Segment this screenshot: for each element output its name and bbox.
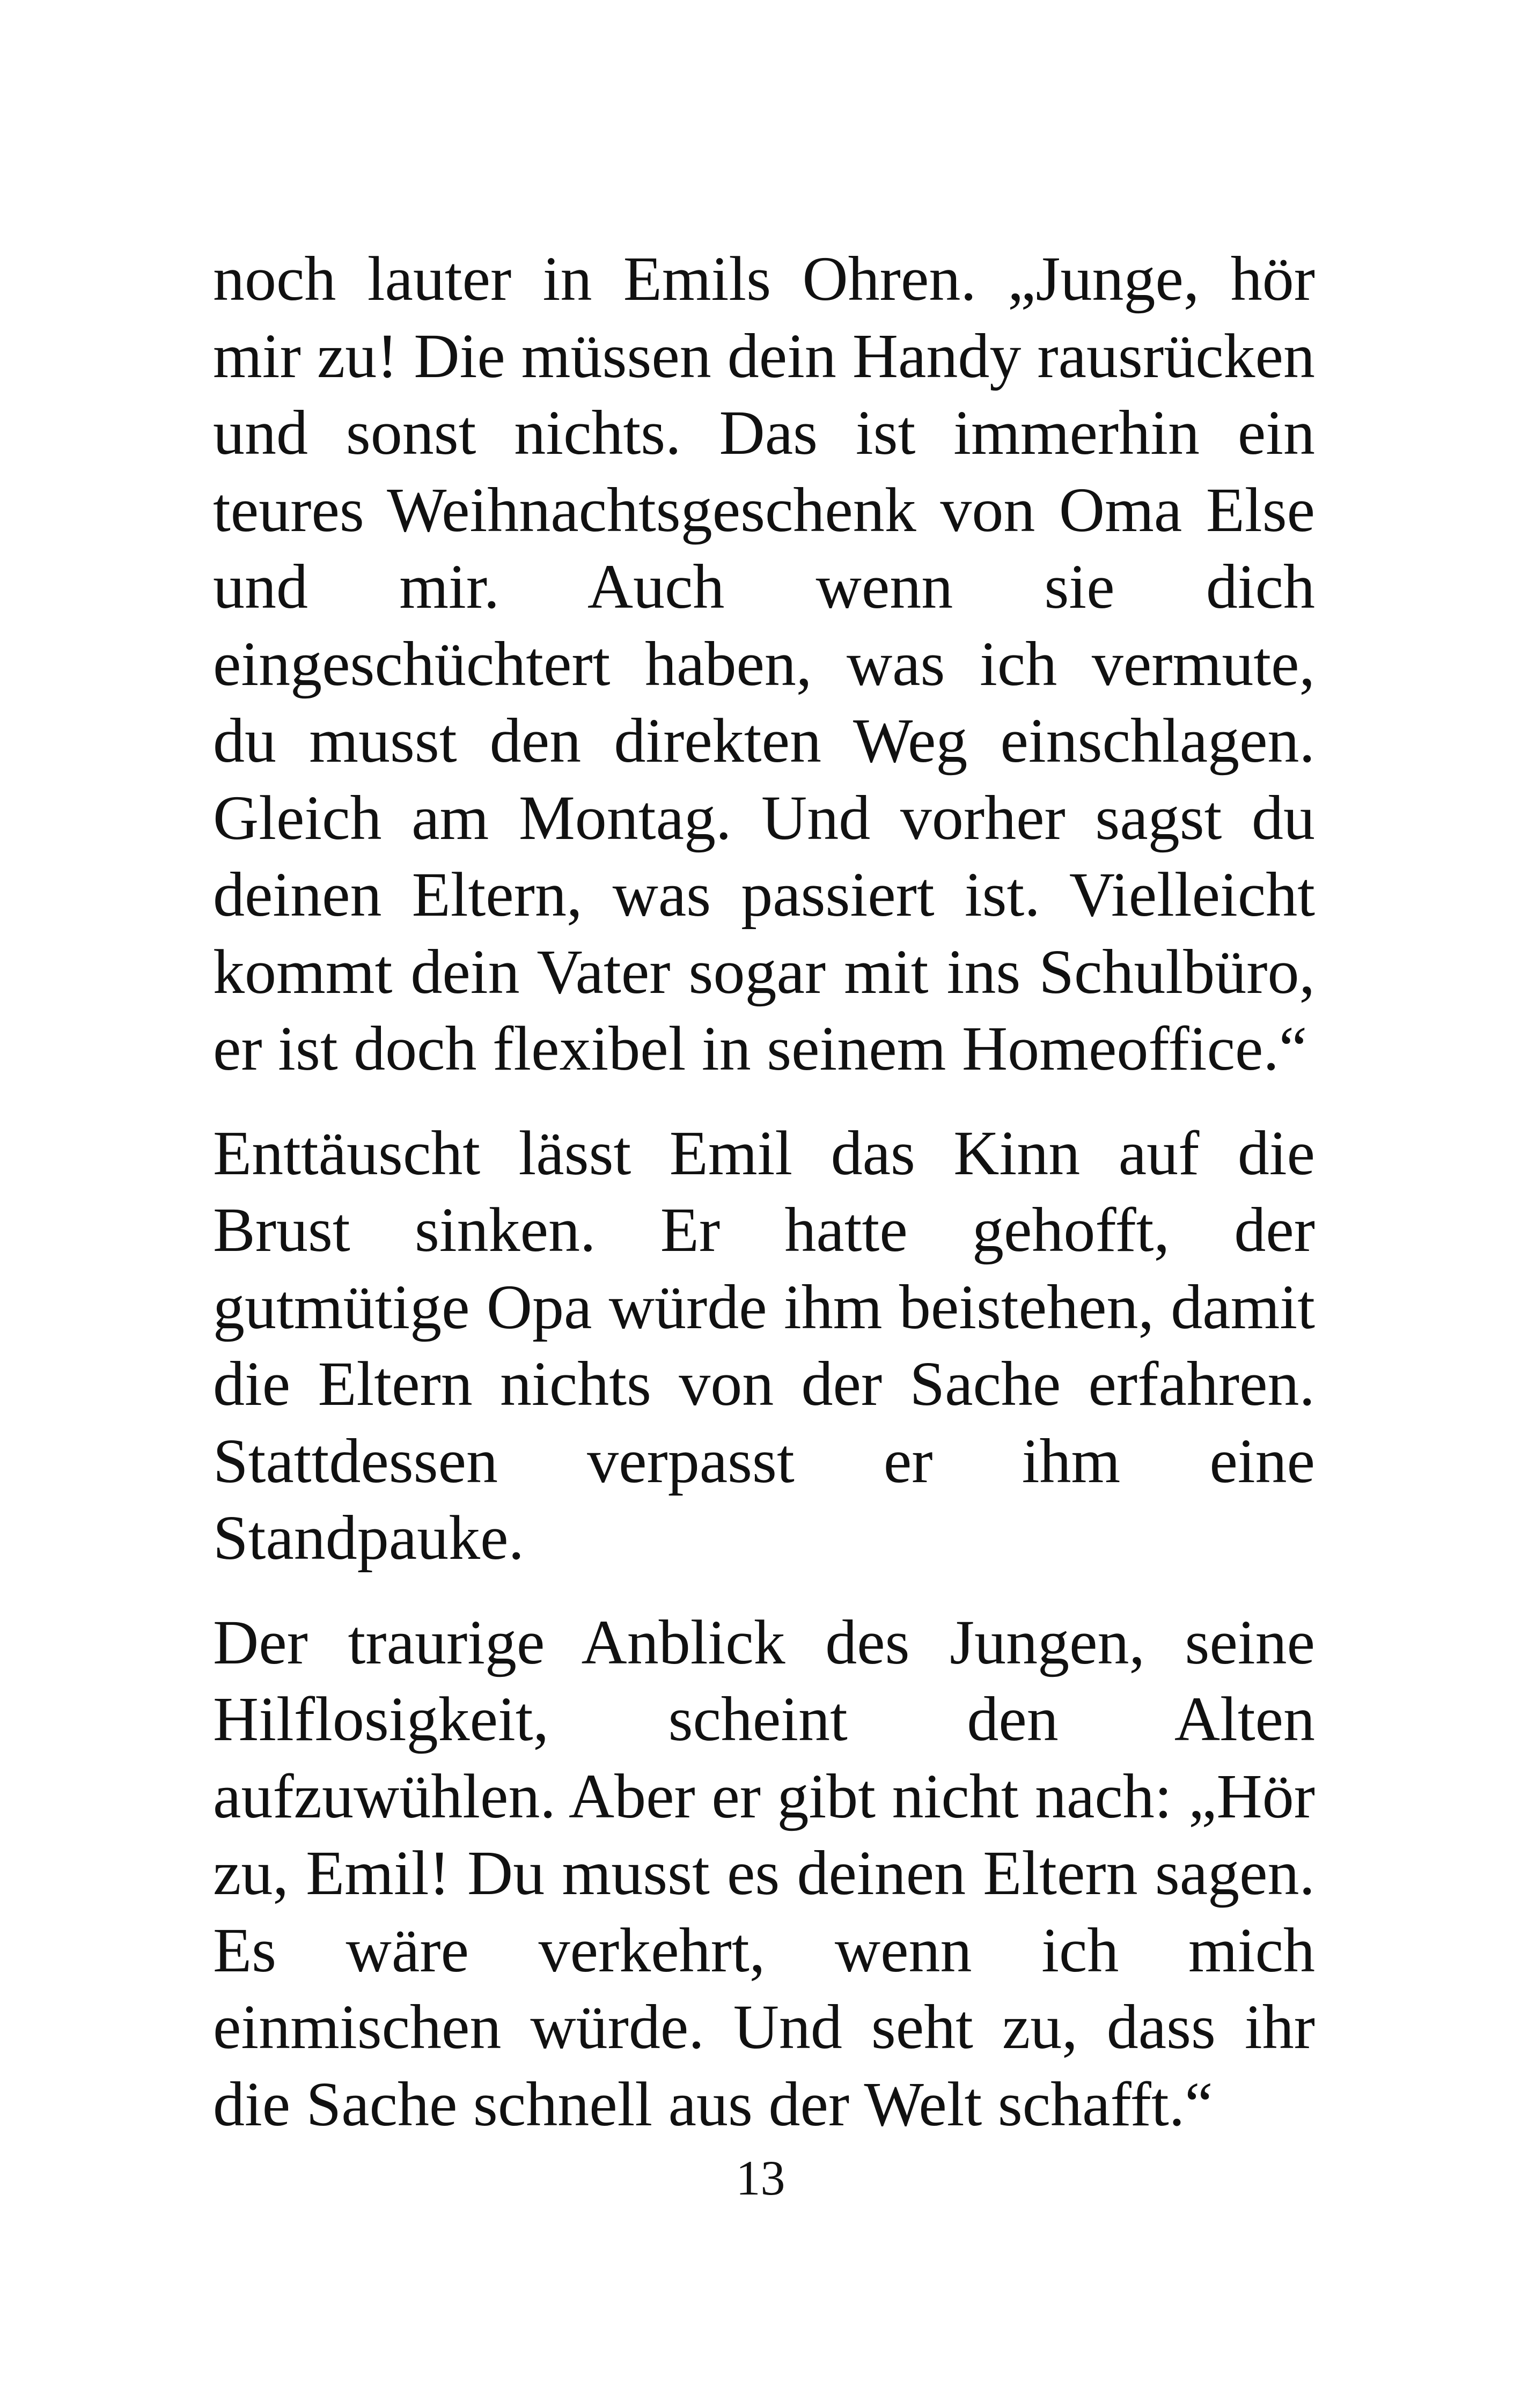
paragraph-1: noch lauter in Emils Ohren. „Junge, hör mir zu! Die müssen dein Handy rausrücken und sonst nichts. Das ist immerhin ein teures Weihnachtsgeschenk von Oma Else und mir. Auch wenn sie dich eingeschüchtert haben, was ich vermute, du musst den direkten Weg einschlagen. Gleich am Montag. Und vorher sagst du deinen Eltern, was passiert ist. Vielleicht kommt dein Vater sogar mit ins Schulbüro, er ist doch flexibel in seinem Homeoffice.“ <box>213 244 1315 1084</box>
paragraph-2: Enttäuscht lässt Emil das Kinn auf die Brust sinken. Er hatte gehofft, der gutmütige Opa würde ihm beistehen, damit die Eltern nichts von der Sache erfahren. Stattdessen verpasst er ihm eine Standpauke. <box>213 1117 1315 1573</box>
body-text <box>213 240 1315 2142</box>
page-number: 13 <box>736 2151 785 2205</box>
paragraph-3: Der traurige Anblick des Jungen, seine Hilflosigkeit, scheint den Alten aufzuwühlen. Aber er gibt nicht nach: „Hör zu, Emil! Du musst es deinen Eltern sagen. Es wäre verkehrt, wenn ich mich einmischen würde. Und seht zu, dass ihr die Sache schnell aus der Welt schafft.“ <box>213 1607 1315 2139</box>
